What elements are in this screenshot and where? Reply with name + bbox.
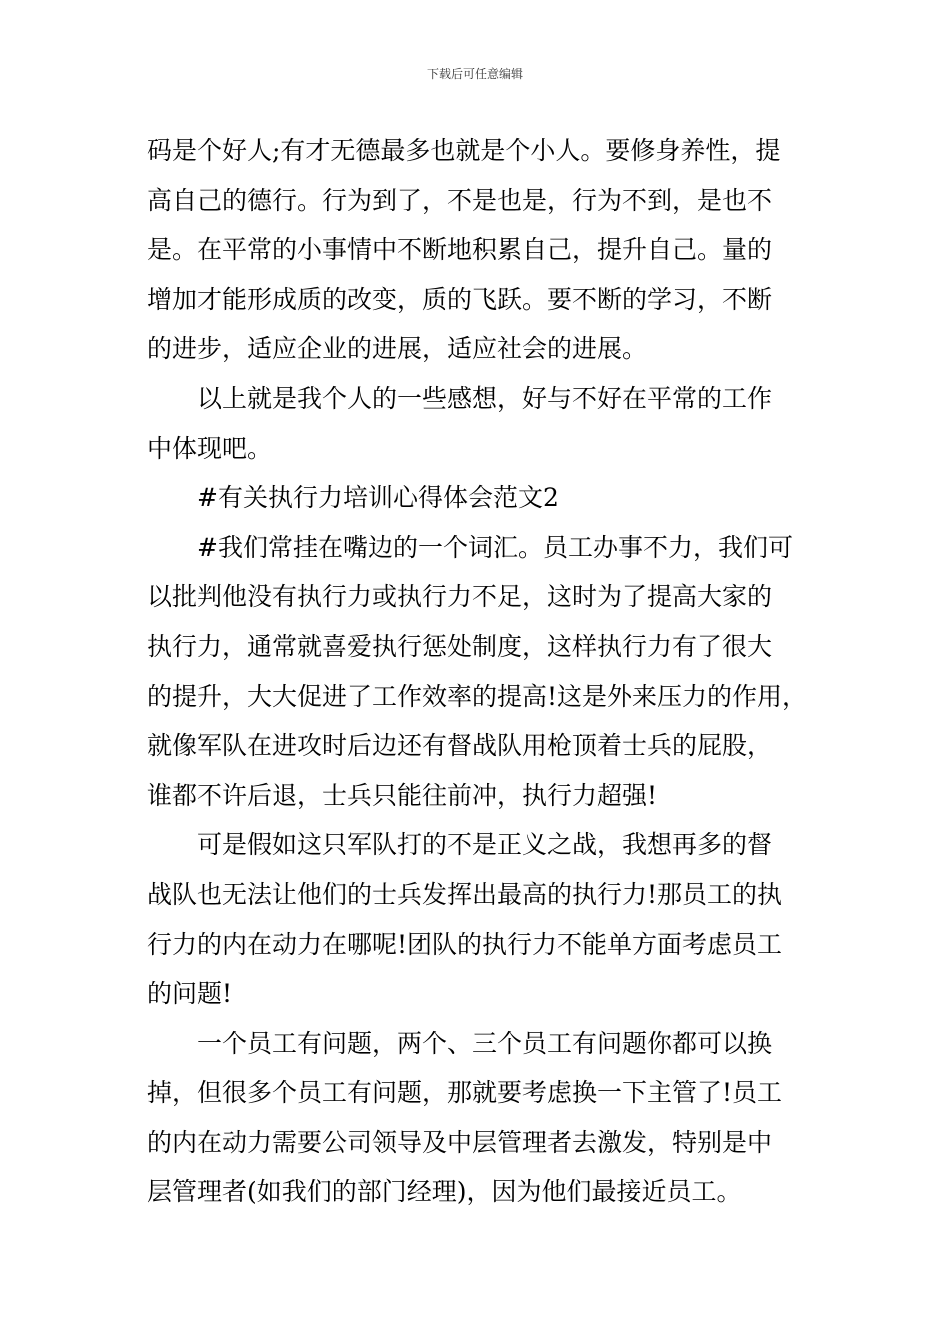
text-line: 行力的内在动力在哪呢!团队的执行力不能单方面考虑员工 [147,929,783,959]
text-line: 谁都不许后退，士兵只能往前冲，执行力超强! [147,780,658,810]
text-line: 的提升，大大促进了工作效率的提高!这是外来压力的作用， [147,681,808,711]
text-line: 掉，但很多个员工有问题，那就要考虑换一下主管了!员工 [147,1078,783,1108]
paragraph-execution [147,523,827,821]
document-body [147,126,827,1217]
text-line: 可是假如这只军队打的不是正义之战，我想再多的督 [197,830,773,860]
text-line: 层管理者(如我们的部门经理)，因为他们最接近员工。 [147,1177,742,1207]
page-header: 下载后可任意编辑 [426,67,523,81]
text-line: 以批判他没有执行力或执行力不足，这时为了提高大家的 [147,582,773,612]
text-line: 一个员工有问题，两个、三个员工有问题你都可以换 [197,1028,773,1058]
text-line: 的内在动力需要公司领导及中层管理者去激发，特别是中 [147,1127,773,1157]
text-line: 的进步，适应企业的进展，适应社会的进展。 [147,334,648,364]
paragraph-continuation [147,126,827,374]
text-line: 高自己的德行。行为到了，不是也是，行为不到，是也不 [147,185,773,215]
text-line: 以上就是我个人的一些感想，好与不好在平常的工作 [197,383,773,413]
text-line: 的问题! [147,979,233,1009]
text-line: 中体现吧。 [147,433,273,463]
text-line: 就像军队在进攻时后边还有督战队用枪顶着士兵的屁股， [147,731,773,761]
text-line: #我们常挂在嘴边的一个词汇。员工办事不力，我们可 [197,532,793,562]
heading-line: #有关执行力培训心得体会范文2 [197,483,559,513]
text-line: 是。在平常的小事情中不断地积累自己，提升自己。量的 [147,235,773,265]
text-line: 增加才能形成质的改变，质的飞跃。要不断的学习，不断 [147,284,773,314]
paragraph-reflection [147,374,827,473]
paragraph-army [147,820,827,1018]
text-line: 执行力，通常就喜爱执行惩处制度，这样执行力有了很大 [147,631,773,661]
text-line: 战队也无法让他们的士兵发挥出最高的执行力!那员工的执 [147,879,783,909]
section-heading [147,473,827,523]
text-line: 码是个好人;有才无德最多也就是个小人。要修身养性，提 [147,136,781,165]
paragraph-management [147,1019,827,1217]
